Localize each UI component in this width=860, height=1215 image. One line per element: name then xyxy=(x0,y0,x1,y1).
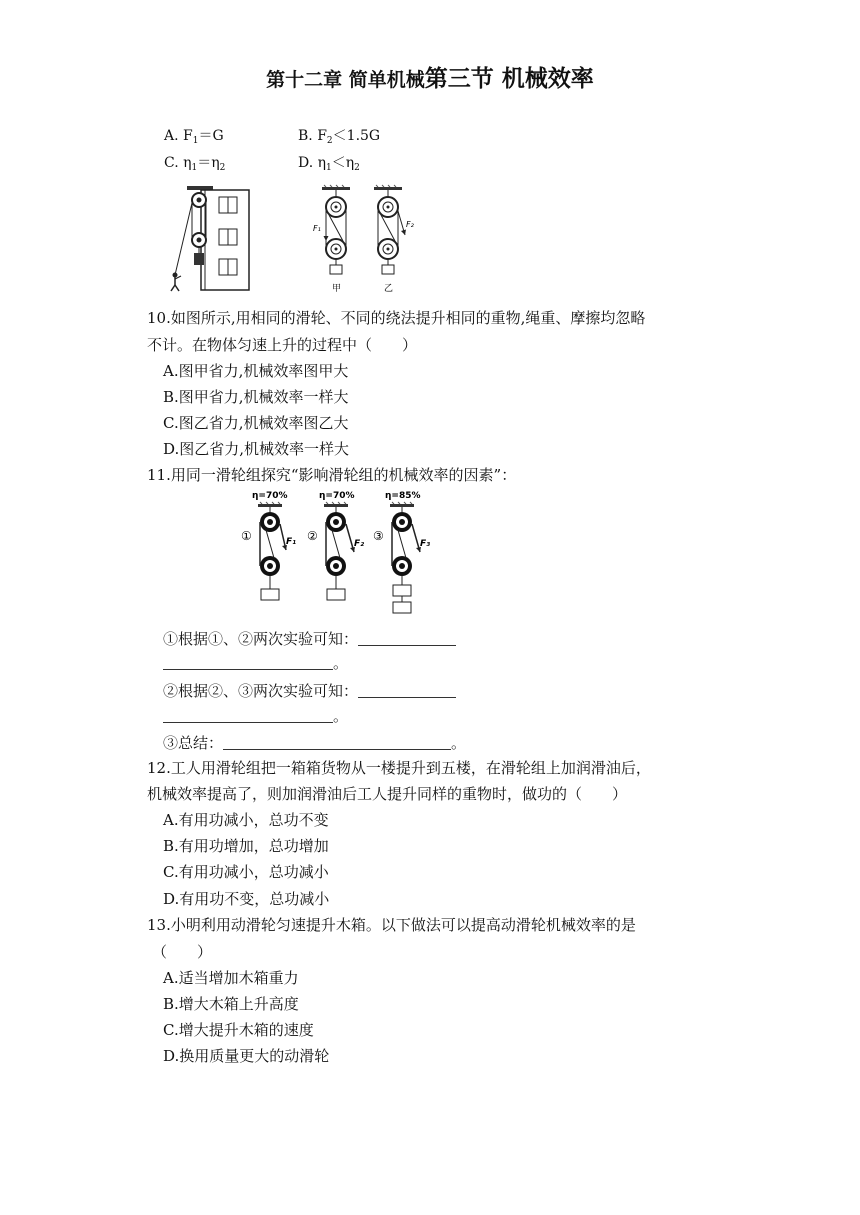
chapter-title: 第十二章 简单机械 xyxy=(266,69,425,91)
q10-option-b: B.图甲省力,机械效率一样大 xyxy=(163,388,349,406)
setup-number-1: ① xyxy=(241,529,252,543)
f-label-3: F₃ xyxy=(420,539,431,549)
q12-option-d: D.有用功不变，总功减小 xyxy=(163,890,330,908)
page-title xyxy=(0,60,860,93)
q11-stem: 11.用同一滑轮组探究“影响滑轮组的机械效率的因素”： xyxy=(147,466,517,484)
q13-option-a: A.适当增加木箱重力 xyxy=(163,969,299,987)
q12-option-c: C.有用功减小，总功减小 xyxy=(163,863,329,881)
caption-yi: 乙 xyxy=(384,284,394,294)
answer-blank[interactable] xyxy=(163,654,333,670)
pulley-jia-yi-figure xyxy=(305,183,425,298)
q10-option-a: A.图甲省力,机械效率图甲大 xyxy=(163,362,349,380)
q13-stem-line1: 13.小明利用动滑轮匀速提升木箱。以下做法可以提高动滑轮机械效率的是 xyxy=(147,916,636,934)
setup-number-2: ② xyxy=(307,529,318,543)
q13-option-c: C.增大提升木箱的速度 xyxy=(163,1021,314,1039)
building-pulley-figure xyxy=(165,183,257,293)
q9-option-c: C. $\eta_1=\eta_2$ xyxy=(164,155,226,173)
setup-number-3: ③ xyxy=(373,529,384,543)
f-label-1: F₁ xyxy=(286,537,297,547)
answer-blank[interactable] xyxy=(358,630,456,646)
q11-item3: ③总结： 。 xyxy=(163,734,467,752)
q9-option-a: A. $F_1=G$ xyxy=(164,128,224,146)
eta-3: η=85% xyxy=(385,491,421,501)
q13-stem-line2: （ ） xyxy=(152,943,213,961)
label-f2: F₂ xyxy=(406,220,414,229)
answer-blank[interactable] xyxy=(163,707,333,723)
q12-stem-line2: 机械效率提高了，则加润滑油后工人提升同样的重物时，做功的（ ） xyxy=(147,785,628,803)
q9-option-b: B. $F_2<1.5G$ xyxy=(298,128,381,146)
q10-stem-line1: 10.如图所示,用相同的滑轮、不同的绕法提升相同的重物,绳重、摩擦均忽略 xyxy=(147,309,646,327)
q10-option-c: C.图乙省力,机械效率图乙大 xyxy=(163,414,349,432)
f-label-2: F₂ xyxy=(354,539,365,549)
q11-item2-continued: 。 xyxy=(163,705,348,727)
label-f1: F₁ xyxy=(313,224,321,233)
q10-stem-line2: 不计。在物体匀速上升的过程中（ ） xyxy=(147,336,418,354)
pulley-experiment-figure xyxy=(240,488,440,618)
q12-option-b: B.有用功增加，总功增加 xyxy=(163,837,329,855)
q12-stem-line1: 12.工人用滑轮组把一箱箱货物从一楼提升到五楼，在滑轮组上加润滑油后， xyxy=(147,759,651,777)
eta-2: η=70% xyxy=(319,491,355,501)
q9-option-d: D. $\eta_1<\eta_2$ xyxy=(298,155,360,173)
q11-item2: ②根据②、③两次实验可知： xyxy=(163,680,456,702)
section-title: 第三节 机械效率 xyxy=(424,66,594,92)
answer-blank[interactable] xyxy=(223,734,451,750)
q13-option-b: B.增大木箱上升高度 xyxy=(163,995,299,1013)
answer-blank[interactable] xyxy=(358,682,456,698)
q13-option-d: D.换用质量更大的动滑轮 xyxy=(163,1047,330,1065)
eta-1: η=70% xyxy=(252,491,288,501)
caption-jia: 甲 xyxy=(332,284,342,294)
q11-item1-continued: 。 xyxy=(163,652,348,674)
q11-item1: ①根据①、②两次实验可知： xyxy=(163,628,456,650)
q12-option-a: A.有用功减小，总功不变 xyxy=(163,811,329,829)
q10-option-d: D.图乙省力,机械效率一样大 xyxy=(163,440,350,458)
